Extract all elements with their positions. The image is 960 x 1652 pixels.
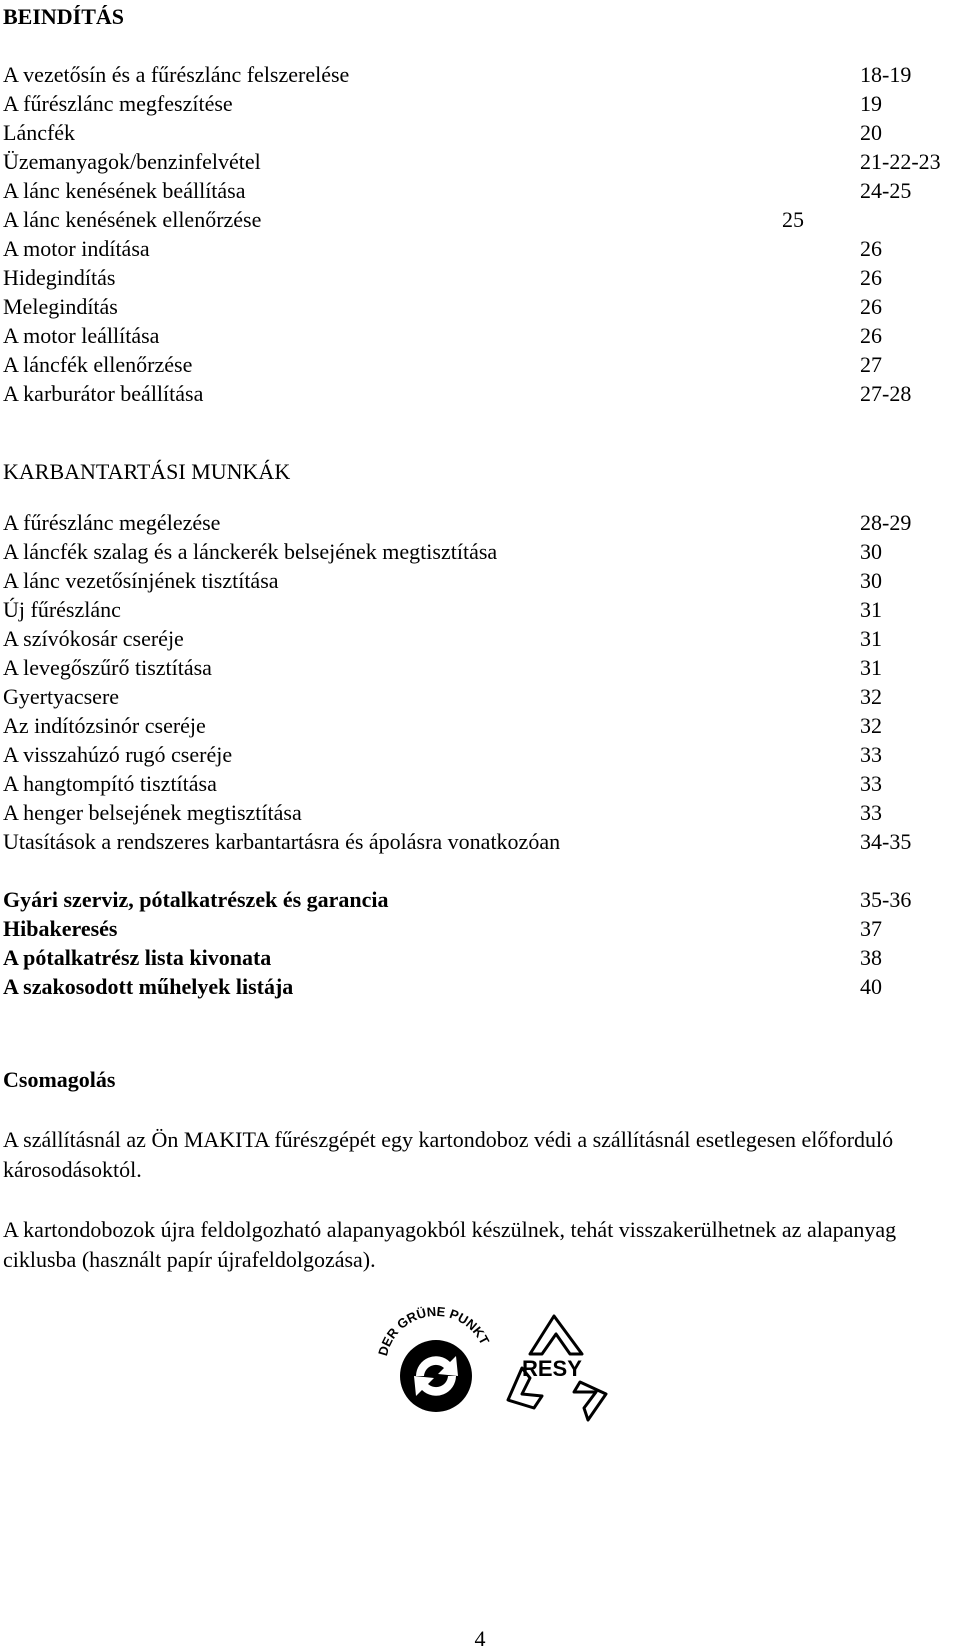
toc-row <box>3 827 953 857</box>
toc-row <box>3 508 953 538</box>
toc-row <box>3 769 953 799</box>
toc-label: Hibakeresés <box>3 916 118 941</box>
toc-pages: 30 <box>860 568 882 593</box>
toc-pages: 31 <box>860 655 882 680</box>
toc-pages: 37 <box>860 916 882 941</box>
toc-row <box>3 740 953 770</box>
toc-label: Új fűrészlánc <box>3 597 121 622</box>
toc-pages: 21-22-23 <box>860 149 941 174</box>
toc-pages: 26 <box>860 294 882 319</box>
toc-label: A vezetősín és a fűrészlánc felszerelése <box>3 62 350 87</box>
toc-pages: 28-29 <box>860 510 912 535</box>
toc-label: Gyertyacsere <box>3 684 120 709</box>
toc-pages: 24-25 <box>860 178 912 203</box>
toc-label: A lánc vezetősínjének tisztítása <box>3 568 279 593</box>
recycling-logos <box>374 1304 624 1430</box>
toc-row <box>3 205 953 235</box>
toc-row <box>3 566 953 596</box>
toc-pages: 40 <box>860 974 882 999</box>
toc-row <box>3 321 953 351</box>
toc-pages: 33 <box>860 800 882 825</box>
toc-row <box>3 176 953 206</box>
toc-label: A motor leállítása <box>3 323 160 348</box>
toc-row <box>3 653 953 683</box>
toc-pages: 32 <box>860 684 882 709</box>
toc-pages: 30 <box>860 539 882 564</box>
toc-row <box>3 624 953 654</box>
toc-pages: 26 <box>860 323 882 348</box>
page-number: 4 <box>474 1626 486 1651</box>
toc-pages: 19 <box>860 91 882 116</box>
toc-pages: 26 <box>860 265 882 290</box>
toc-pages: 26 <box>860 236 882 261</box>
toc-row <box>3 234 953 264</box>
toc-pages: 25 <box>782 207 804 232</box>
toc-label: A szakosodott műhelyek listája <box>3 974 294 999</box>
toc-label: A visszahúzó rugó cseréje <box>3 742 233 767</box>
toc-label: A láncfék ellenőrzése <box>3 352 193 377</box>
toc-label: A fűrészlánc megfeszítése <box>3 91 233 116</box>
toc-pages: 33 <box>860 742 882 767</box>
toc-pages: 32 <box>860 713 882 738</box>
toc-pages: 20 <box>860 120 882 145</box>
section-title-packaging: Csomagolás <box>3 1067 116 1092</box>
toc-row <box>3 350 953 380</box>
toc-label: A szívókosár cseréje <box>3 626 184 651</box>
toc-label: Üzemanyagok/benzinfelvétel <box>3 149 261 174</box>
toc-label: A levegőszűrő tisztítása <box>3 655 212 680</box>
toc-row <box>3 595 953 625</box>
toc-label: A lánc kenésének ellenőrzése <box>3 207 262 232</box>
toc-label: A fűrészlánc megélezése <box>3 510 221 535</box>
toc-pages: 33 <box>860 771 882 796</box>
toc-label: A láncfék szalag és a lánckerék belsejének megtisztítása <box>3 539 498 564</box>
toc-pages: 27-28 <box>860 381 912 406</box>
toc-row <box>3 147 953 177</box>
toc-label: A pótalkatrész lista kivonata <box>3 945 272 970</box>
toc-row <box>3 292 953 322</box>
toc-row <box>3 537 953 567</box>
toc-label: A lánc kenésének beállítása <box>3 178 246 203</box>
toc-label: A motor indítása <box>3 236 150 261</box>
toc-row <box>3 379 953 409</box>
section-title-maintenance: KARBANTARTÁSI MUNKÁK <box>3 459 291 484</box>
toc-row <box>3 118 953 148</box>
toc-label: A henger belsejének megtisztítása <box>3 800 302 825</box>
gruene-punkt-text: DER GRÜNE PUNKT <box>375 1304 493 1358</box>
toc-label: Az indítózsinór cseréje <box>3 713 206 738</box>
toc-row <box>3 682 953 712</box>
packaging-paragraph-2: A kartondobozok újra feldolgozható alapanyagokból készülnek, tehát visszakerülhetnek az alapanyag ciklusba (használt papír újrafeldolgozása). <box>3 1217 897 1272</box>
toc-label: Gyári szerviz, pótalkatrészek és garancia <box>3 887 389 912</box>
toc-row <box>3 263 953 293</box>
gruene-punkt-circle <box>400 1340 472 1412</box>
toc-pages: 35-36 <box>860 887 912 912</box>
toc-row <box>3 914 953 944</box>
gruene-punkt-logo <box>374 1304 624 1430</box>
toc-pages: 31 <box>860 597 882 622</box>
toc-row <box>3 885 953 915</box>
toc-pages: 38 <box>860 945 882 970</box>
toc-pages: 34-35 <box>860 829 912 854</box>
toc-pages: 18-19 <box>860 62 912 87</box>
toc-pages: 27 <box>860 352 882 377</box>
resy-text: RESY <box>522 1356 582 1381</box>
section-title-start: BEINDÍTÁS <box>3 4 125 29</box>
toc-label: Utasítások a rendszeres karbantartásra és ápolásra vonatkozóan <box>3 829 561 854</box>
toc-row <box>3 798 953 828</box>
toc-row <box>3 60 953 90</box>
toc-label: A karburátor beállítása <box>3 381 204 406</box>
toc-pages: 31 <box>860 626 882 651</box>
toc-label: Hidegindítás <box>3 265 116 290</box>
toc-row <box>3 89 953 119</box>
toc-label: Melegindítás <box>3 294 118 319</box>
toc-row <box>3 972 953 1002</box>
toc-label: Láncfék <box>3 120 76 145</box>
toc-label: A hangtompító tisztítása <box>3 771 217 796</box>
packaging-paragraph-1: A szállításnál az Ön MAKITA fűrészgépét egy kartondoboz védi a szállításnál esetlegesen előforduló károsodásoktól. <box>3 1127 894 1182</box>
toc-row <box>3 711 953 741</box>
toc-row <box>3 943 953 973</box>
